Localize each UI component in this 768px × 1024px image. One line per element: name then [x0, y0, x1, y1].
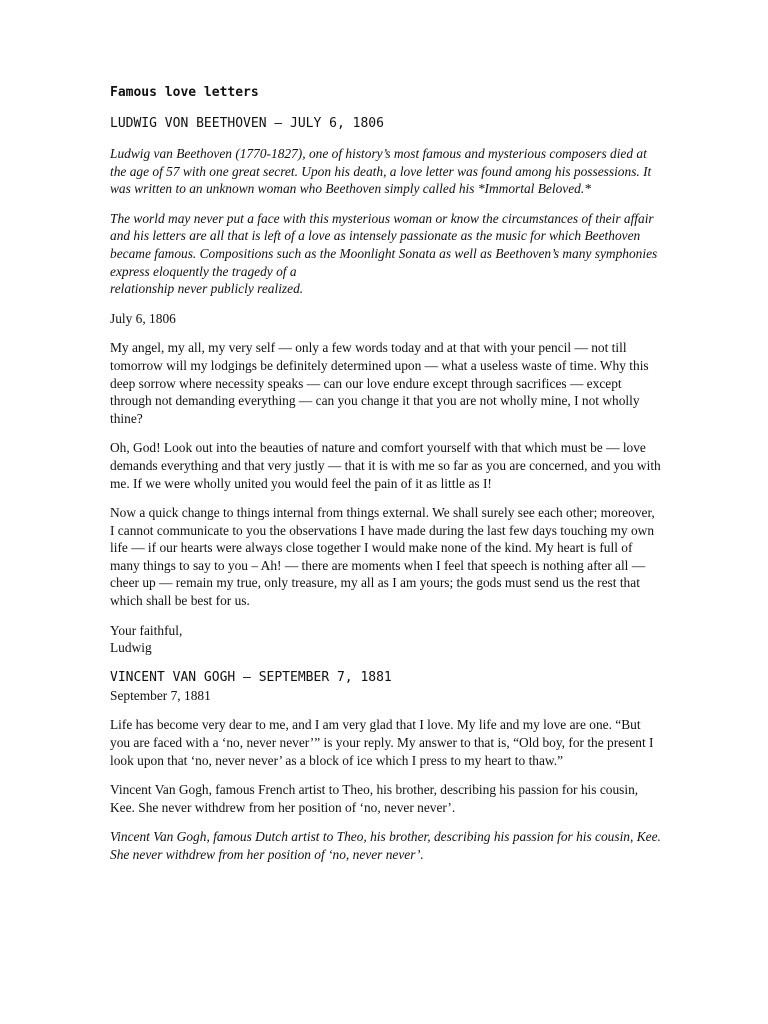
beethoven-letter-paragraph-3: Now a quick change to things internal from things external. We shall surely see each other; moreover, I cannot communicate to you the observations I have made during the last few days touching my own life — if our hearts were always close together I would make none of the kind. My heart is full of many things to say to you – Ah! — there are moments when I feel that speech is nothing after all — cheer up — remain my true, only treasure, my all as I am yours; the gods must send us the rest that which shall be best for us.	[110, 505, 655, 609]
beethoven-intro-paragraph-1: Ludwig van Beethoven (1770-1827), one of history’s most famous and mysterious composers died at the age of 57 with one great secret. Upon his death, a love letter was found among his possessions. It was written to an unknown woman who Beethoven simply called his *Immortal Beloved.*	[110, 146, 652, 197]
beethoven-letter-paragraph-2-line-2: me. If we were wholly united you would feel the pain of it as little as I!	[110, 475, 492, 491]
beethoven-closing	[110, 622, 662, 657]
beethoven-letter-paragraph-1: My angel, my all, my very self — only a few words today and at that with your pencil — not till tomorrow will my lodgings be definitely determined upon — what a useless waste of time. Why this deep sorrow where necessity speaks — can our love endure except through sacrifices — except through not demanding everything — can you change it that you are not wholly mine, I not wholly thine?	[110, 340, 649, 426]
beethoven-heading: LUDWIG VON BEETHOVEN – JULY 6, 1806	[110, 116, 384, 131]
beethoven-intro-paragraph-2-line-1: The world may never put a face with this mysterious woman or know the circumstances of their affair and his letters are all that is left of a love as intensely passionate as the music for which Beethoven became famous. Compositions such as the Moonlight Sonata as well as Beethoven’s many symphonies express eloquently the tragedy of a	[110, 210, 658, 279]
beethoven-intro-paragraph-2-line-2: relationship never publicly realized.	[110, 281, 304, 297]
document-title: Famous love letters	[110, 85, 259, 100]
beethoven-letter-paragraph-2-line-1: Oh, God! Look out into the beauties of nature and comfort yourself with that which must be — love demands everything and that very justly — that it is with me so far as you are concerned, and you with	[110, 440, 661, 473]
beethoven-letter-date: July 6, 1806	[110, 310, 176, 326]
beethoven-closing-line-1: Your faithful,	[110, 622, 183, 638]
beethoven-intro-paragraph-2	[110, 210, 662, 298]
van-gogh-heading: VINCENT VAN GOGH – SEPTEMBER 7, 1881	[110, 669, 392, 685]
beethoven-signature: Ludwig	[110, 640, 152, 656]
van-gogh-note-paragraph: Vincent Van Gogh, famous French artist to Theo, his brother, describing his passion for his cousin, Kee. She never withdrew from her position of ‘no, never never’.	[110, 782, 639, 815]
van-gogh-letter-paragraph-1: Life has become very dear to me, and I am very glad that I love. My life and my love are one. “But you are faced with a ‘no, never never’” is your reply. My answer to that is, “Old boy, for the present I look upon that ‘no, never never’ as a block of ice which I press to my heart to thaw.”	[110, 717, 654, 768]
beethoven-letter-paragraph-2	[110, 439, 662, 492]
document-page	[110, 84, 662, 876]
van-gogh-letter-date: September 7, 1881	[110, 687, 211, 703]
van-gogh-italic-note-paragraph: Vincent Van Gogh, famous Dutch artist to Theo, his brother, describing his passion for his cousin, Kee. She never withdrew from her position of ‘no, never never’.	[110, 829, 661, 862]
